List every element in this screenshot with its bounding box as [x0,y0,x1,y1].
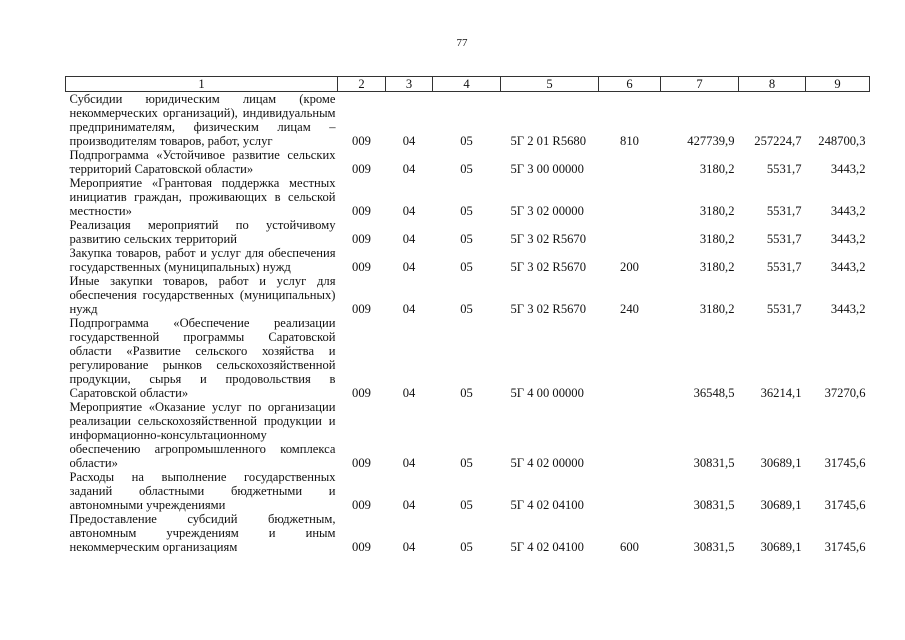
table-row [66,512,870,554]
table-row [66,92,870,149]
row-description: Расходы на выполнение государственных заданий областными бюджетными и автономными учреждениями [69,470,336,512]
page-number: 77 [456,37,468,49]
row-description: Подпрограмма «Устойчивое развитие сельских территорий Саратовской области» [69,148,336,176]
header-row [66,77,870,92]
amount-col7: 30831,5 [693,540,735,554]
expense-type-code: 200 [620,260,639,274]
row-description: Мероприятие «Грантовая поддержка местных инициатив граждан, проживающих в сельской местности» [69,176,336,218]
expense-type-code [599,316,661,400]
column-header-9: 9 [806,77,870,92]
subsection-code: 05 [460,134,473,148]
row-description: Реализация мероприятий по устойчивому развитию сельских территорий [69,218,336,246]
amount-col9: 3443,2 [830,302,866,316]
column-header-1: 1 [66,77,338,92]
section-code: 04 [402,134,416,148]
expense-type-code [599,148,661,176]
ministry-code: 009 [352,260,371,274]
section-code: 04 [402,204,416,218]
row-description: Закупка товаров, работ и услуг для обеспечения государственных (муниципальных) нужд [69,246,336,274]
target-article-code: 5Г 4 02 00000 [510,456,584,470]
amount-col7: 3180,2 [699,162,735,176]
amount-col7: 3180,2 [699,302,735,316]
amount-col8: 36214,1 [760,386,802,400]
table-row [66,176,870,218]
subsection-code: 05 [460,540,473,554]
row-description: Предоставление субсидий бюджетным, автономным учреждениям и иным некоммерческим организациям [69,512,336,554]
expense-type-code: 810 [620,134,639,148]
amount-col7: 36548,5 [693,386,735,400]
section-code: 04 [402,302,416,316]
row-description: Иные закупки товаров, работ и услуг для обеспечения государственных (муниципальных) нужд [69,274,336,316]
target-article-code: 5Г 3 02 R5670 [510,232,587,246]
amount-col9: 3443,2 [830,260,866,274]
amount-col9: 31745,6 [824,540,866,554]
amount-col7: 3180,2 [699,260,735,274]
amount-col7: 427739,9 [687,134,735,148]
subsection-code: 05 [460,386,473,400]
target-article-code: 5Г 3 00 00000 [510,162,584,176]
amount-col9: 248700,3 [818,134,866,148]
table-row [66,470,870,512]
subsection-code: 05 [460,204,473,218]
amount-col9: 37270,6 [824,386,866,400]
expense-type-code [599,400,661,470]
target-article-code: 5Г 3 02 00000 [510,204,584,218]
subsection-code: 05 [460,498,473,512]
table-row [66,400,870,470]
section-code: 04 [402,232,416,246]
amount-col9: 3443,2 [830,162,866,176]
column-header-6: 6 [599,77,661,92]
expense-type-code [599,176,661,218]
row-description: Мероприятие «Оказание услуг по организации реализации сельскохозяйственной продукции и информационно-консультационному обеспечению агропромышленного комплекса области» [69,400,336,470]
column-header-2: 2 [338,77,386,92]
ministry-code: 009 [352,134,371,148]
amount-col8: 5531,7 [766,302,802,316]
amount-col9: 3443,2 [830,204,866,218]
column-header-8: 8 [739,77,806,92]
ministry-code: 009 [352,162,371,176]
target-article-code: 5Г 2 01 R5680 [510,134,587,148]
target-article-code: 5Г 4 02 04100 [510,540,584,554]
ministry-code: 009 [352,540,371,554]
ministry-code: 009 [352,302,371,316]
amount-col9: 3443,2 [830,232,866,246]
amount-col7: 3180,2 [699,232,735,246]
expense-type-code: 600 [620,540,639,554]
subsection-code: 05 [460,302,473,316]
expense-type-code: 240 [620,302,639,316]
amount-col9: 31745,6 [824,456,866,470]
subsection-code: 05 [460,162,473,176]
expense-type-code [599,218,661,246]
amount-col8: 30689,1 [760,456,802,470]
amount-col8: 30689,1 [760,540,802,554]
section-code: 04 [402,386,416,400]
amount-col8: 5531,7 [766,162,802,176]
section-code: 04 [402,456,416,470]
amount-col7: 30831,5 [693,498,735,512]
table-row [66,148,870,176]
target-article-code: 5Г 4 02 04100 [510,498,584,512]
expense-type-code [599,470,661,512]
column-header-3: 3 [386,77,433,92]
target-article-code: 5Г 3 02 R5670 [510,260,587,274]
amount-col8: 30689,1 [760,498,802,512]
table-row [66,274,870,316]
column-header-7: 7 [661,77,739,92]
ministry-code: 009 [352,386,371,400]
ministry-code: 009 [352,204,371,218]
amount-col8: 257224,7 [754,134,802,148]
amount-col7: 30831,5 [693,456,735,470]
target-article-code: 5Г 4 00 00000 [510,386,584,400]
section-code: 04 [402,162,416,176]
amount-col7: 3180,2 [699,204,735,218]
amount-col9: 31745,6 [824,498,866,512]
column-header-5: 5 [501,77,599,92]
subsection-code: 05 [460,260,473,274]
ministry-code: 009 [352,498,371,512]
budget-table [65,76,870,554]
target-article-code: 5Г 3 02 R5670 [510,302,587,316]
table-row [66,246,870,274]
row-description: Подпрограмма «Обеспечение реализации государственной программы Саратовской области «Развитие сельского хозяйства и регулирование рынков сельскохозяйственной продукции, сырья и продовольствия в Саратовской области» [69,316,336,400]
column-header-4: 4 [433,77,501,92]
subsection-code: 05 [460,456,473,470]
table-row [66,316,870,400]
subsection-code: 05 [460,232,473,246]
section-code: 04 [402,260,416,274]
amount-col8: 5531,7 [766,232,802,246]
ministry-code: 009 [352,456,371,470]
table-row [66,218,870,246]
row-description: Субсидии юридическим лицам (кроме некоммерческих организаций), индивидуальным предпринимателям, физическим лицам – производителям товаров, работ, услуг [69,92,336,148]
section-code: 04 [402,498,416,512]
ministry-code: 009 [352,232,371,246]
amount-col8: 5531,7 [766,204,802,218]
amount-col8: 5531,7 [766,260,802,274]
section-code: 04 [402,540,416,554]
